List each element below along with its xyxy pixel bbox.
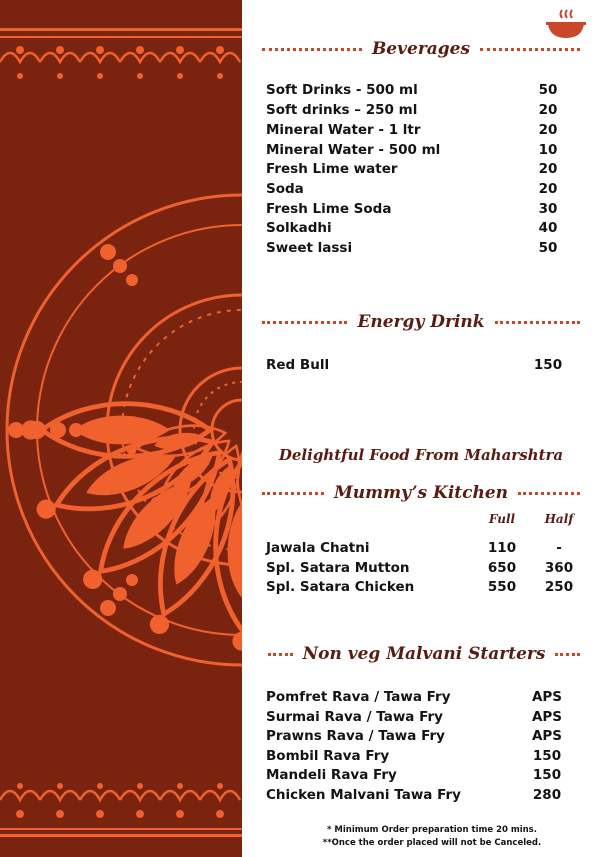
menu-item-name: Sweet lassi: [266, 240, 353, 256]
footer-note-prep-time: * Minimum Order preparation time 20 mins.: [327, 825, 537, 835]
dotted-rule: [262, 321, 347, 324]
menu-item-name: Soda: [266, 181, 304, 197]
mandala-ornament: [0, 0, 242, 857]
energy-drink-title: Energy Drink: [357, 312, 485, 332]
menu-item-price: 280: [532, 787, 562, 803]
menu-item-price: 20: [538, 122, 558, 138]
menu-item-name: Spl. Satara Chicken: [266, 579, 415, 595]
energy-drink-heading: [262, 310, 580, 334]
menu-item-price: 150: [533, 357, 563, 373]
large-mandala: [7, 195, 242, 665]
bottom-border-pattern: [0, 783, 242, 837]
menu-item-price: 50: [538, 240, 558, 256]
kitchen-title: Mummy’s Kitchen: [333, 483, 509, 503]
dotted-rule: [262, 492, 324, 495]
tagline: Delightful Food From Maharshtra: [278, 446, 564, 464]
beverages-heading: [262, 37, 580, 61]
menu-item-name: Fresh Lime Soda: [266, 201, 392, 217]
menu-item-price: APS: [531, 728, 563, 744]
menu-item-name: Prawns Rava / Tawa Fry: [266, 728, 445, 744]
menu-item-price: APS: [531, 709, 563, 725]
menu-item-price: 150: [532, 748, 562, 764]
menu-item-price: 20: [538, 181, 558, 197]
menu-item-price: 40: [538, 220, 558, 236]
dotted-rule: [495, 321, 580, 324]
menu-item-name: Mandeli Rava Fry: [266, 767, 397, 783]
full-column-header: Full: [488, 512, 516, 526]
menu-item-name: Pomfret Rava / Tawa Fry: [266, 689, 451, 705]
menu-item-full-price: 110: [487, 540, 517, 556]
dotted-rule: [480, 48, 580, 51]
menu-item-price: 30: [538, 201, 558, 217]
dotted-rule: [262, 48, 362, 51]
top-border-pattern: [0, 28, 242, 79]
menu-item-name: Solkadhi: [266, 220, 332, 236]
kitchen-heading: [262, 481, 580, 505]
menu-item-price: 150: [532, 767, 562, 783]
half-column-header: Half: [544, 512, 574, 526]
menu-item-price: APS: [531, 689, 563, 705]
decorative-side-panel: [0, 0, 242, 857]
menu-item-name: Chicken Malvani Tawa Fry: [266, 787, 461, 803]
menu-item-name: Soft Drinks - 500 ml: [266, 82, 418, 98]
menu-item-price: 20: [538, 161, 558, 177]
menu-item-price: 20: [538, 102, 558, 118]
menu-item-name: Fresh Lime water: [266, 161, 398, 177]
menu-item-name: Bombil Rava Fry: [266, 748, 390, 764]
menu-item-half-price: 250: [544, 579, 574, 595]
beverages-title: Beverages: [371, 39, 471, 59]
menu-item-name: Mineral Water - 500 ml: [266, 142, 441, 158]
menu-item-name: Surmai Rava / Tawa Fry: [266, 709, 443, 725]
menu-item-full-price: 550: [487, 579, 517, 595]
menu-item-name: Red Bull: [266, 357, 330, 373]
menu-item-name: Mineral Water - 1 ltr: [266, 122, 421, 138]
menu-item-full-price: 650: [487, 560, 517, 576]
menu-item-price: 10: [538, 142, 558, 158]
menu-item-half-price: 360: [544, 560, 574, 576]
menu-item-half-price: -: [556, 540, 562, 556]
dotted-rule: [268, 653, 293, 656]
dotted-rule: [555, 653, 580, 656]
dotted-rule: [518, 492, 580, 495]
menu-item-name: Soft drinks – 250 ml: [266, 102, 418, 118]
starters-heading: [268, 642, 580, 666]
starters-title: Non veg Malvani Starters: [302, 644, 546, 664]
footer-note-no-cancel: **Once the order placed will not be Canceled.: [322, 838, 542, 848]
menu-item-name: Spl. Satara Mutton: [266, 560, 410, 576]
menu-item-name: Jawala Chatni: [266, 540, 370, 556]
menu-item-price: 50: [538, 82, 558, 98]
